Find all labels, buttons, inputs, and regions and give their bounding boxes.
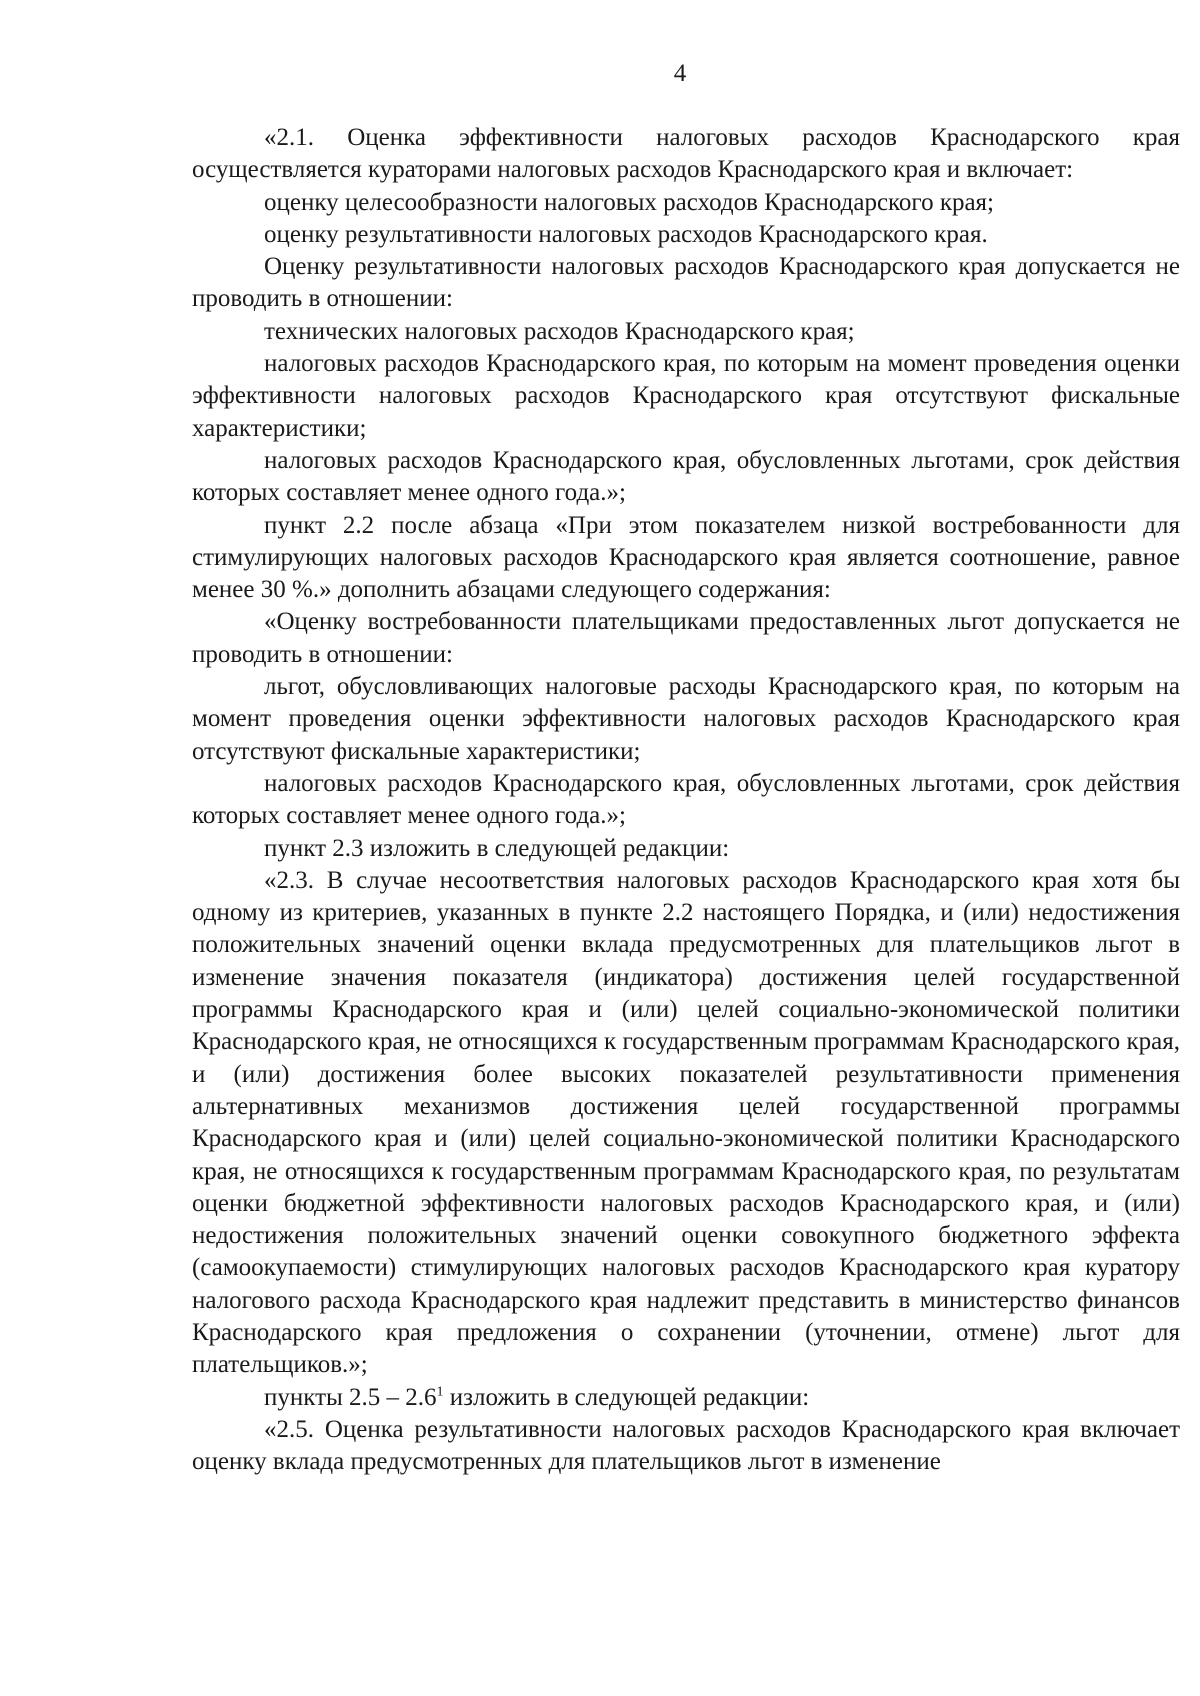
paragraph: льгот, обусловливающих налоговые расходы Краснодарского края, по которым на момент проведения оценки эффективности налоговых расходов Краснодарского края отсутствуют фискальные характеристики; [192, 673, 1180, 765]
paragraph: налоговых расходов Краснодарского края, обусловленных льготами, срок действия которых составляет менее одного года.»; [192, 769, 1180, 830]
paragraph: оценку целесообразности налоговых расходов Краснодарского края; [264, 188, 995, 216]
paragraph: пункт 2.2 после абзаца «При этом показателем низкой востребованности для стимулирующих налоговых расходов Краснодарского края является соотношение, равное менее 30 %.» дополнить абзацами следующего содержания: [192, 511, 1180, 604]
paragraph-text: изложить в следующей редакции: [443, 1383, 810, 1411]
paragraph: налоговых расходов Краснодарского края, обусловленных льготами, срок действия которых составляет менее одного года.»; [192, 446, 1180, 507]
paragraph: технических налоговых расходов Краснодарского края; [264, 317, 855, 345]
paragraph: пункт 2.3 изложить в следующей редакции: [264, 834, 730, 862]
paragraph: «Оценку востребованности плательщиками предоставленных льгот допускается не проводить в отношении: [192, 608, 1180, 668]
paragraph [192, 1382, 1180, 1414]
page-number: 4 [673, 60, 687, 87]
paragraph: «2.5. Оценка результативности налоговых расходов Краснодарского края включает оценку вклада предусмотренных для плательщиков льгот в изменение [192, 1415, 1180, 1476]
superscript: 1 [436, 1384, 444, 1400]
document-body [192, 122, 1180, 1478]
paragraph: «2.3. В случае несоответствия налоговых расходов Краснодарского края хотя бы одному из критериев, указанных в пункте 2.2 настоящего Порядка, и (или) недостижения положительных значений оценки вклада предусмотренных для плательщиков льгот в изменение значения показателя (индикатора) достижения целей государственной программы Краснодарского края и (или) целей социально-экономической политики Краснодарского края, не относящихся к государственным программам Краснодарского края, и (или) достижения более высоких показателей результативности применения альтернативных механизмов достижения целей государственной программы Краснодарского края и (или) целей социально-экономической политики Краснодарского края, не относящихся к государственным программам Краснодарского края, по результатам оценки бюджетной эффективности налоговых расходов Краснодарского края, и (или) недостижения положительных значений оценки совокупного бюджетного эффекта (самоокупаемости) стимулирующих налоговых расходов Краснодарского края куратору налогового расхода Краснодарского края надлежит представить в министерство финансов Краснодарского края предложения о сохранении (уточнении, отмене) льгот для плательщиков.»; [192, 866, 1180, 1379]
paragraph: налоговых расходов Краснодарского края, по которым на момент проведения оценки эффективности налоговых расходов Краснодарского края отсутствуют фискальные характеристики; [192, 350, 1180, 442]
paragraph: «2.1. Оценка эффективности налоговых расходов Краснодарского края осуществляется кураторами налоговых расходов Краснодарского края и включает: [192, 124, 1180, 184]
paragraph: оценку результативности налоговых расходов Краснодарского края. [264, 220, 988, 248]
paragraph-text: пункты 2.5 – 2.6 [264, 1383, 437, 1411]
paragraph: Оценку результативности налоговых расходов Краснодарского края допускается не проводить в отношении: [192, 253, 1180, 313]
